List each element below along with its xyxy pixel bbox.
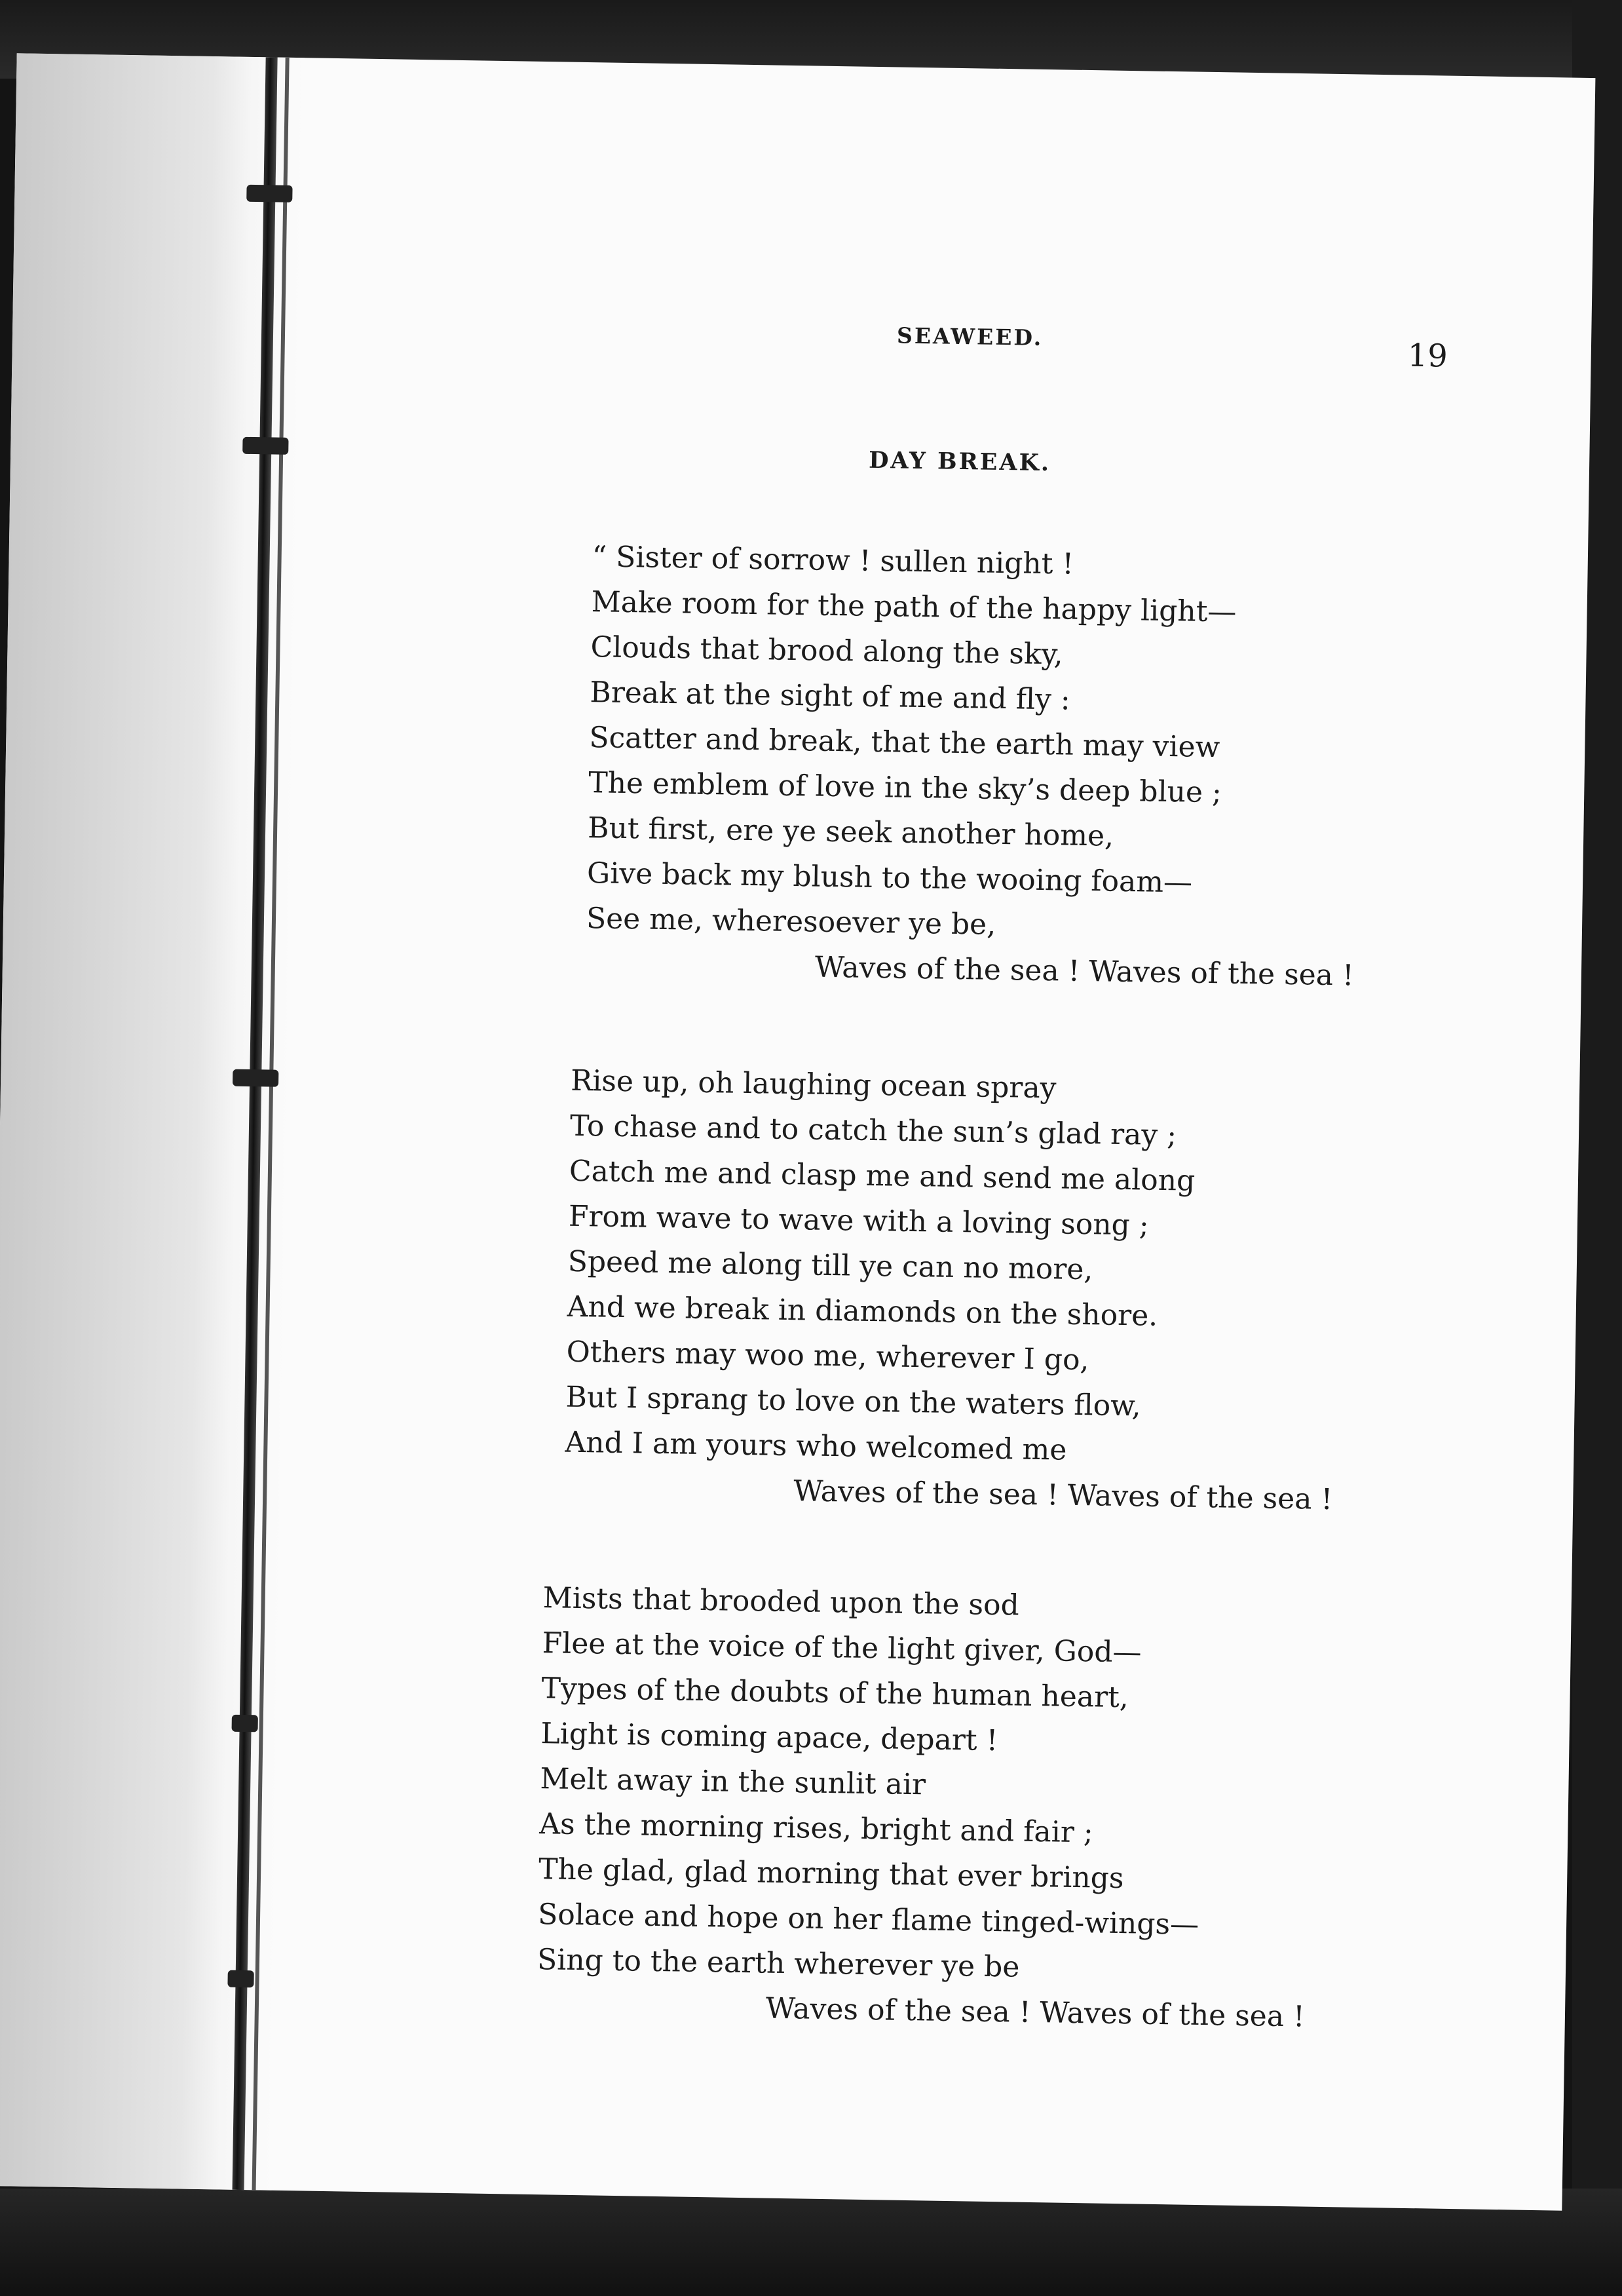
poem-line: Mists that brooded upon the sod [542,1581,1020,1622]
poem-line: But I sprang to love on the waters flow, [565,1380,1142,1423]
poem-line: Break at the sight of me and fly : [590,676,1071,717]
poem-line: From wave to wave with a loving song ; [568,1199,1150,1242]
poem-line: And we break in diamonds on the shore. [567,1290,1158,1333]
poem-line: Speed me along till ye can no more, [567,1244,1093,1287]
binding-clip [227,1970,254,1988]
poem-line: See me, wheresoever ye be, [586,902,996,942]
page-number: 19 [1407,337,1448,375]
running-title: SEAWEED. [896,322,1044,351]
poem-line: Clouds that brood along the sky, [590,630,1064,672]
poem-title: DAY BREAK. [868,446,1051,477]
poem-line: Light is coming apace, depart ! [540,1717,998,1758]
stanza-2 [564,1058,1340,1522]
poem-line: Types of the doubts of the human heart, [541,1672,1129,1715]
poem-line: “ Sister of sorrow ! sullen night ! [592,540,1074,581]
poem-line: Catch me and clasp me and send me along [569,1154,1196,1198]
poem-line: Flee at the voice of the light giver, God— [542,1626,1142,1670]
poem-line: Solace and hope on her flame tinged-wings— [537,1898,1199,1942]
poem-line: Melt away in the sunlit air [540,1762,926,1802]
poem-line: Give back my blush to the wooing foam— [586,856,1193,900]
binding-clip [233,1069,278,1087]
poem-line: Sing to the earth wherever ye be [537,1943,1020,1984]
poem-line: And I am yours who welcomed me [565,1425,1067,1467]
poem-line: Others may woo me, wherever I go, [566,1335,1089,1377]
poem-line: But first, ere ye seek another home, [587,811,1114,853]
stanza-1 [585,534,1361,998]
poem-refrain: Waves of the sea ! Waves of the sea ! [765,1991,1306,2034]
poem-line: Scatter and break, that the earth may view [589,721,1220,765]
poem-refrain: Waves of the sea ! Waves of the sea ! [793,1474,1333,1517]
poem-line: Rise up, oh laughing ocean spray [570,1063,1057,1105]
binding-clip [242,437,288,455]
poem-line: Make room for the path of the happy light— [591,585,1237,629]
binding-clip [232,1715,258,1732]
poem-line: To chase and to catch the sun’s glad ray ; [569,1109,1177,1153]
book-page [0,53,1595,2210]
stanza-3 [536,1575,1311,2039]
poem-line: The emblem of love in the sky’s deep blue ; [588,766,1222,810]
binding-clip [246,185,292,202]
poem-line: As the morning rises, bright and fair ; [538,1807,1094,1850]
poem-line: The glad, glad morning that ever brings [538,1852,1124,1896]
poem-refrain: Waves of the sea ! Waves of the sea ! [814,950,1355,993]
